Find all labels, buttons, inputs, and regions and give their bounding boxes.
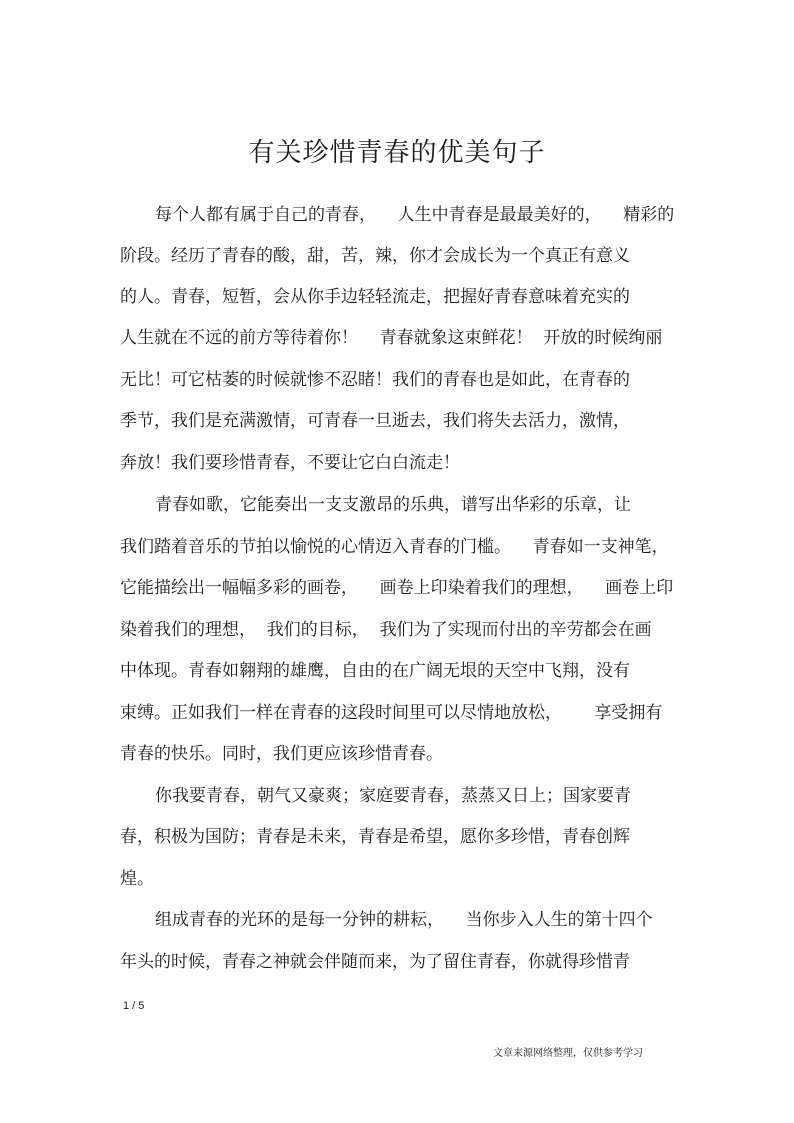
text-line: 每个人都有属于自己的青春， 人生中青春是最最美好的， 精彩的 bbox=[155, 205, 675, 225]
text-line: 束缚。正如我们一样在青春的这段时间里可以尽情地放松， 享受拥有 bbox=[120, 703, 663, 723]
text-line: 你我要青春，朝气又豪爽；家庭要青春，蒸蒸又日上；国家要青 bbox=[155, 786, 631, 806]
text-line: 组成青春的光环的是每一分钟的耕耘， 当你步入人生的第十四个 bbox=[155, 910, 653, 930]
text-line: 春，积极为国防；青春是未来，青春是希望，愿你多珍惜，青春创辉 bbox=[120, 827, 630, 847]
text-line: 季节，我们是充满激情，可青春一旦逝去，我们将失去活力，激情， bbox=[120, 411, 630, 431]
text-line: 青春如歌，它能奏出一支支激昂的乐典，谱写出华彩的乐章，让 bbox=[155, 495, 631, 515]
text-line: 它能描绘出一幅幅多彩的画卷， 画卷上印染着我们的理想， 画卷上印 bbox=[120, 578, 674, 598]
document-title: 有关珍惜青春的优美句子 bbox=[248, 138, 546, 168]
text-line: 无比！可它枯萎的时候就惨不忍睹！我们的青春也是如此，在青春的 bbox=[120, 370, 630, 390]
text-line: 人生就在不远的前方等待着你！ 青春就象这束鲜花！ 开放的时候绚丽 bbox=[120, 328, 663, 348]
text-line: 染着我们的理想， 我们的目标， 我们为了实现而付出的辛劳都会在画 bbox=[120, 620, 652, 640]
text-line: 青春的快乐。同时，我们更应该珍惜青春。 bbox=[120, 744, 443, 764]
text-line: 煌。 bbox=[120, 869, 154, 889]
page-number: 1 / 5 bbox=[123, 1000, 145, 1012]
text-line: 中体现。青春如翱翔的雄鹰，自由的在广阔无垠的天空中飞翔，没有 bbox=[120, 661, 630, 681]
footer-note: 文章来源网络整理，仅供参考学习 bbox=[493, 1048, 643, 1059]
text-line: 的人。青春，短暂，会从你手边轻轻流走，把握好青春意味着充实的 bbox=[120, 287, 630, 307]
text-line: 年头的时候，青春之神就会伴随而来，为了留住青春，你就得珍惜青 bbox=[120, 952, 630, 972]
text-line: 阶段。经历了青春的酸，甜，苦，辣，你才会成长为一个真正有意义 bbox=[120, 246, 630, 266]
text-line: 我们踏着音乐的节拍以愉悦的心情迈入青春的门槛。 青春如一支神笔， bbox=[120, 537, 669, 557]
text-line: 奔放！我们要珍惜青春，不要让它白白流走！ bbox=[120, 453, 460, 473]
